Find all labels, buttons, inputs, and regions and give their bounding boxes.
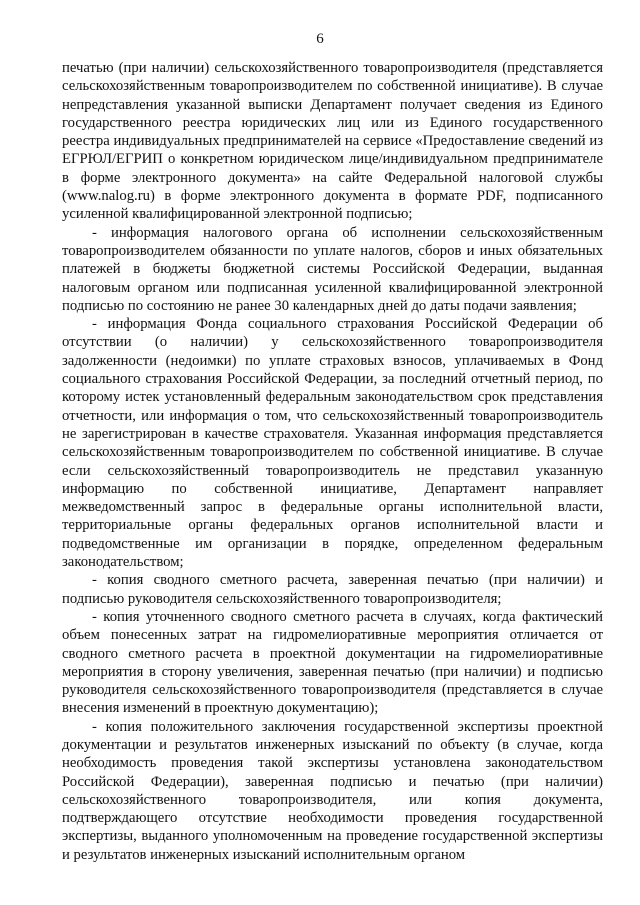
paragraph-continuation: печатью (при наличии) сельскохозяйственного товаропроизводителя (представляется сельскохозяйственным товаропроизводителем по собственной инициативе). В случае непредставления указанной выписки Департамент получает сведения из Единого государственного реестра юридических лиц или из Единого государственного реестра индивидуальных предпринимателей на сервисе «Предоставление сведений из ЕГРЮЛ/ЕГРИП о конкретном юридическом лице/индивидуальном предпринимателе в форме электронного документа» на сайте Федеральной налоговой службы (www.nalog.ru) в форме электронного документа в формате PDF, подписанного усиленной квалифицированной электронной подписью; — [62, 60, 603, 223]
list-item-estimate-copy: - копия сводного сметного расчета, заверенная печатью (при наличии) и подписью руководителя сельскохозяйственного товаропроизводителя; — [62, 572, 603, 607]
list-item-tax-info: - информация налогового органа об исполнении сельскохозяйственным товаропроизводителем обязанности по уплате налогов, сборов и иных обязательных платежей в бюджеты бюджетной системы Российской Федерации, выданная налоговым органом или подписанная усиленной квалифицированной электронной подписью по состоянию не ранее 30 календарных дней до даты подачи заявления; — [62, 224, 603, 314]
document-body — [62, 59, 603, 864]
list-item-expertise-conclusion-copy: - копия положительного заключения государственной экспертизы проектной документации и результатов инженерных изысканий по объекту (в случае, когда необходимость проведения такой экспертизы установлена законодательством Российской Федерации), заверенная подписью и печатью (при наличии) сельскохозяйственного товаропроизводителя, или копия документа, подтверждающего отсутствие необходимости проведения государственной экспертизы, выданного уполномоченным на проведение государственной экспертизы и результатов инженерных изысканий исполнительным органом — [62, 718, 603, 863]
page-number: 6 — [316, 31, 324, 47]
list-item-social-insurance-info: - информация Фонда социального страхования Российской Федерации об отсутствии (о наличии) у сельскохозяйственного товаропроизводителя задолженности (недоимки) по уплате страховых взносов, уплачиваемых в Фонд социального страхования Российской Федерации, за последний отчетный период, по которому истек установленный федеральным законодательством срок представления отчетности, или информация о том, что сельскохозяйственный товаропроизводитель не зарегистрирован в качестве страхователя. Указанная информация представляется сельскохозяйственным товаропроизводителем по собственной инициативе. В случае если сельскохозяйственный товаропроизводитель не представил указанную информацию по собственной инициативе, Департамент направляет межведомственный запрос в федеральные органы исполнительной власти, территориальные органы федеральных органов исполнительной власти и подведомственные им организации в порядке, определенном федеральным законодательством; — [62, 316, 603, 571]
list-item-updated-estimate-copy: - копия уточненного сводного сметного расчета в случаях, когда фактический объем понесенных затрат на гидромелиоративные мероприятия отличается от сводного сметного расчета в проектной документации на гидромелиоративные мероприятия в сторону увеличения, заверенная печатью (при наличии) и подписью руководителя сельскохозяйственного товаропроизводителя (представляется в случае внесения изменений в проектную документацию); — [62, 608, 603, 717]
